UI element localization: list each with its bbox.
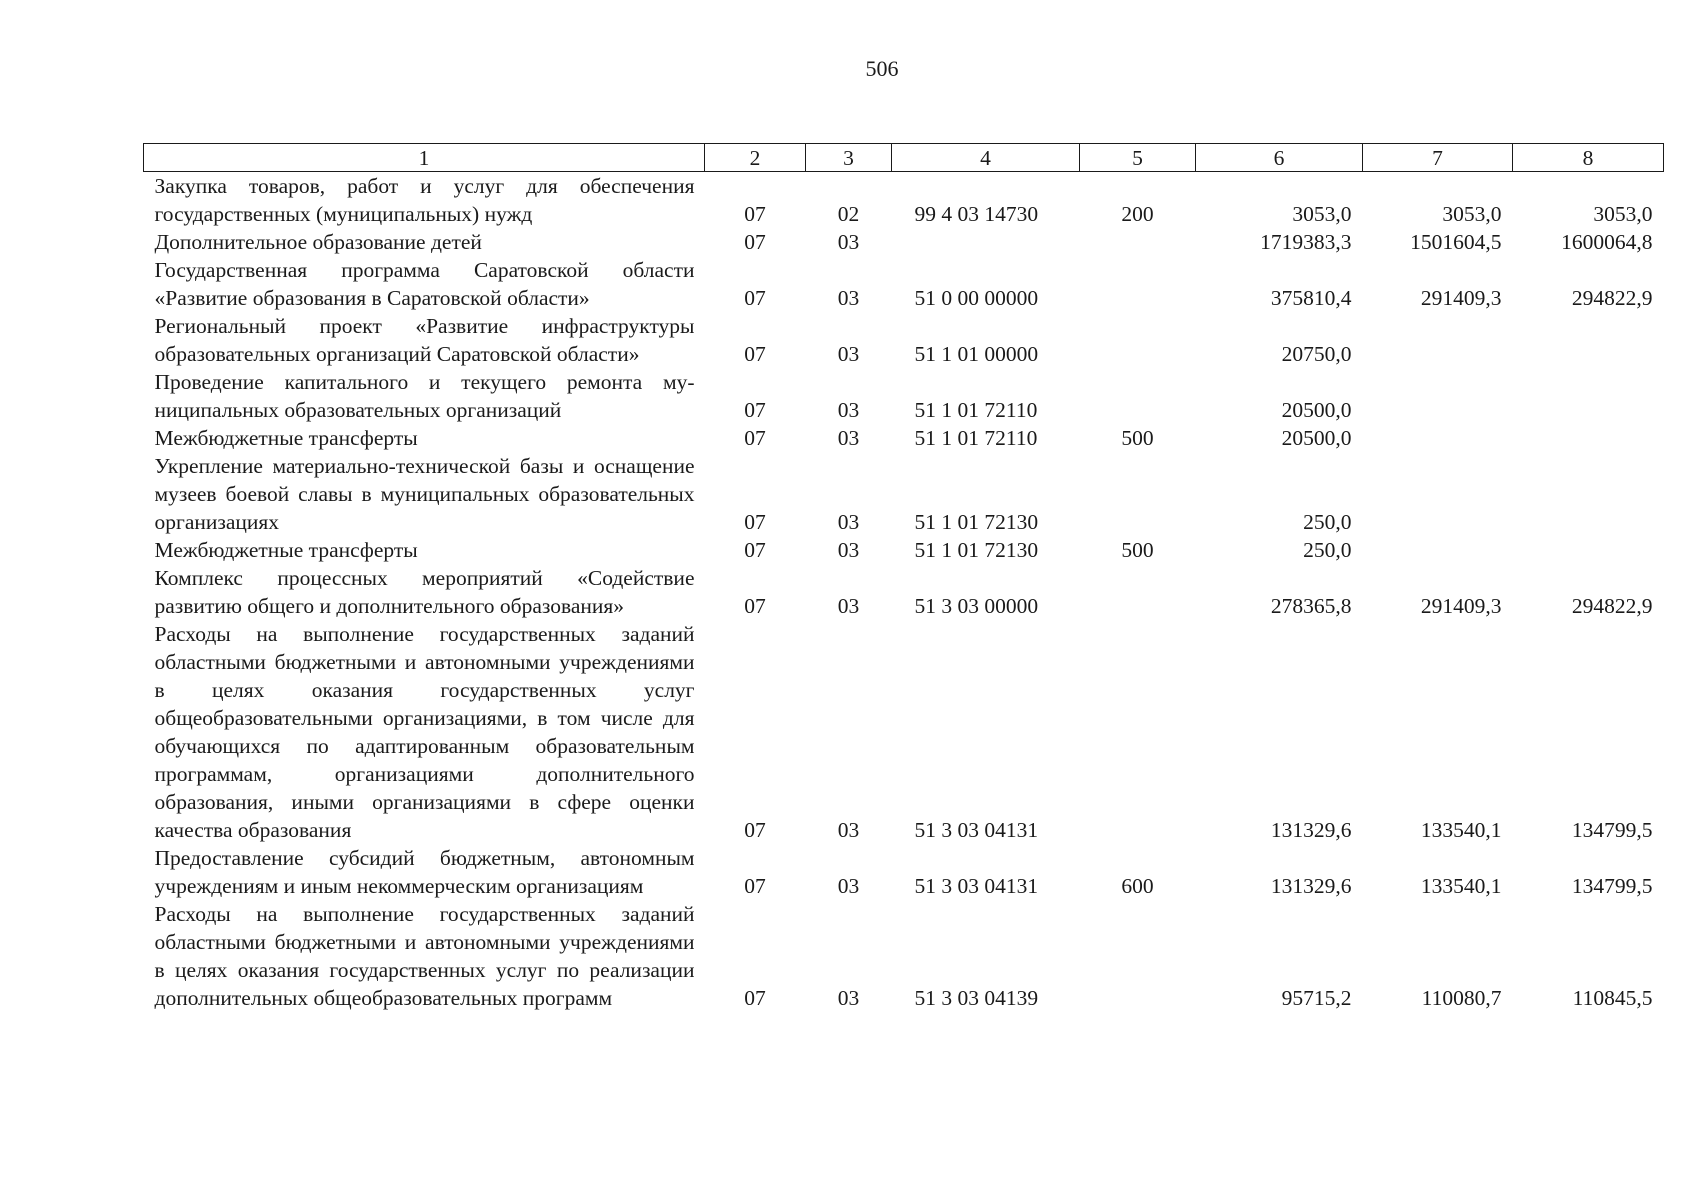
cell-subsection: 03 [837, 426, 860, 450]
cell-amount-1: 20750,0 [1281, 342, 1352, 366]
cell-amount-3: 134799,5 [1571, 818, 1653, 842]
table-row [144, 424, 1664, 452]
cell-section: 07 [744, 538, 766, 562]
cell-target-article: 51 3 03 04131 [914, 874, 1039, 898]
cell-target-article: 51 3 03 04139 [914, 986, 1039, 1010]
cell-amount-3: 134799,5 [1571, 874, 1653, 898]
cell-target-article: 51 3 03 04131 [914, 818, 1039, 842]
cell-name: Комплекс процессных мероприятий «Содействие развитию общего и дополнительного образования» [154, 566, 695, 618]
cell-amount-2: 3053,0 [1442, 202, 1502, 226]
table-row [144, 228, 1664, 256]
header-col-6: 6 [1196, 144, 1363, 172]
cell-target-article: 51 1 01 72110 [914, 398, 1038, 422]
cell-amount-1: 375810,4 [1270, 286, 1352, 310]
table-body [144, 172, 1664, 1013]
cell-name: Закупка товаров, работ и услуг для обеспечения государственных (муниципальных) нужд [154, 174, 695, 226]
table-row [144, 900, 1664, 1012]
cell-expense-type [1080, 368, 1196, 424]
table-row [144, 564, 1664, 620]
cell-subsection: 03 [837, 230, 860, 254]
cell-section: 07 [744, 398, 766, 422]
header-col-8: 8 [1513, 144, 1664, 172]
cell-name: Региональный проект «Развитие инфраструктуры образовательных организаций Саратовской области» [154, 314, 695, 366]
cell-subsection: 02 [837, 202, 860, 226]
cell-amount-1: 1719383,3 [1260, 230, 1352, 254]
table-row [144, 536, 1664, 564]
cell-section: 07 [744, 510, 766, 534]
cell-amount-1: 20500,0 [1281, 426, 1352, 450]
cell-name: Расходы на выполнение государственных заданий областными бюджетными и автономными учреждениями в целях оказания государственных услуг общеобразовательными организациями, в том числе для обучающихся по адаптированным образовательным программам, организациями дополнительного образования, иными организациями в сфере оценки качества образования [154, 622, 695, 842]
cell-amount-1: 250,0 [1303, 538, 1352, 562]
cell-amount-2: 291409,3 [1420, 594, 1502, 618]
cell-amount-1: 278365,8 [1270, 594, 1352, 618]
cell-target-article: 51 1 01 72130 [914, 538, 1039, 562]
cell-subsection: 03 [837, 286, 860, 310]
cell-amount-1: 131329,6 [1270, 874, 1352, 898]
cell-name: Проведение капитального и текущего ремонта муниципальных образовательных организаций [154, 370, 695, 422]
cell-amount-2 [1363, 312, 1513, 368]
budget-table [143, 143, 1664, 1012]
cell-expense-type: 500 [1121, 538, 1154, 562]
cell-subsection: 03 [837, 538, 860, 562]
header-col-4: 4 [892, 144, 1080, 172]
cell-section: 07 [744, 986, 766, 1010]
cell-expense-type [1080, 900, 1196, 1012]
cell-name: Межбюджетные трансферты [154, 538, 418, 562]
table-row [144, 620, 1664, 844]
cell-target-article: 51 3 03 00000 [914, 594, 1039, 618]
cell-amount-1: 250,0 [1303, 510, 1352, 534]
header-col-2: 2 [705, 144, 806, 172]
cell-amount-3: 110845,5 [1572, 986, 1653, 1010]
table-row [144, 844, 1664, 900]
cell-subsection: 03 [837, 818, 860, 842]
cell-target-article: 51 1 01 72110 [914, 426, 1038, 450]
cell-section: 07 [744, 202, 766, 226]
cell-amount-3: 3053,0 [1593, 202, 1653, 226]
cell-subsection: 03 [837, 594, 860, 618]
cell-expense-type [1080, 312, 1196, 368]
table-row [144, 172, 1664, 229]
cell-target-article: 51 0 00 00000 [914, 286, 1039, 310]
header-col-5: 5 [1080, 144, 1196, 172]
cell-name: Государственная программа Саратовской области «Развитие образования в Саратовской области» [154, 258, 695, 310]
cell-section: 07 [744, 818, 766, 842]
cell-subsection: 03 [837, 398, 860, 422]
cell-amount-1: 131329,6 [1270, 818, 1352, 842]
cell-amount-2: 291409,3 [1420, 286, 1502, 310]
cell-target-article: 51 1 01 72130 [914, 510, 1039, 534]
cell-amount-1: 3053,0 [1292, 202, 1352, 226]
page-number: 506 [865, 56, 899, 81]
cell-subsection: 03 [837, 874, 860, 898]
cell-expense-type [1080, 256, 1196, 312]
cell-section: 07 [744, 874, 766, 898]
cell-section: 07 [744, 342, 766, 366]
cell-amount-1: 20500,0 [1281, 398, 1352, 422]
cell-expense-type: 500 [1121, 426, 1154, 450]
cell-name: Дополнительное образование детей [154, 230, 482, 254]
cell-expense-type [1080, 620, 1196, 844]
cell-target-article: 51 1 01 00000 [914, 342, 1039, 366]
cell-section: 07 [744, 426, 766, 450]
cell-subsection: 03 [837, 510, 860, 534]
cell-amount-3: 294822,9 [1571, 594, 1653, 618]
cell-expense-type: 600 [1121, 874, 1154, 898]
cell-amount-3 [1513, 368, 1664, 424]
cell-amount-3 [1513, 312, 1664, 368]
cell-amount-3: 294822,9 [1571, 286, 1653, 310]
cell-amount-1: 95715,2 [1281, 986, 1352, 1010]
table-row [144, 368, 1664, 424]
cell-amount-3: 1600064,8 [1561, 230, 1653, 254]
cell-amount-2: 110080,7 [1421, 986, 1502, 1010]
header-col-7: 7 [1363, 144, 1513, 172]
cell-expense-type [1080, 452, 1196, 536]
cell-expense-type: 200 [1121, 202, 1154, 226]
table-row [144, 256, 1664, 312]
cell-amount-2: 133540,1 [1420, 818, 1502, 842]
cell-expense-type [1080, 228, 1196, 256]
cell-amount-2 [1363, 452, 1513, 536]
cell-amount-3 [1513, 452, 1664, 536]
cell-name: Межбюджетные трансферты [154, 426, 418, 450]
cell-expense-type [1080, 564, 1196, 620]
cell-amount-2 [1363, 536, 1513, 564]
cell-subsection: 03 [837, 986, 860, 1010]
cell-amount-2 [1363, 424, 1513, 452]
cell-name: Укрепление материально-технической базы и оснащение музеев боевой славы в муниципальных образовательных организациях [154, 454, 695, 534]
table-header-row [144, 144, 1664, 172]
cell-amount-2: 133540,1 [1420, 874, 1502, 898]
header-col-1: 1 [144, 144, 705, 172]
cell-section: 07 [744, 594, 766, 618]
table-row [144, 312, 1664, 368]
cell-name: Предоставление субсидий бюджетным, автономным учреждениям и иным некоммерческим организациям [154, 846, 695, 898]
cell-amount-2 [1363, 368, 1513, 424]
cell-target-article [892, 228, 1080, 256]
cell-section: 07 [744, 230, 766, 254]
cell-section: 07 [744, 286, 766, 310]
cell-amount-3 [1513, 536, 1664, 564]
cell-amount-2: 1501604,5 [1410, 230, 1502, 254]
cell-target-article: 99 4 03 14730 [914, 202, 1039, 226]
cell-amount-3 [1513, 424, 1664, 452]
cell-subsection: 03 [837, 342, 860, 366]
header-col-3: 3 [806, 144, 892, 172]
table-row [144, 452, 1664, 536]
cell-name: Расходы на выполнение государственных заданий областными бюджетными и автономными учреждениями в целях оказания государственных услуг по реализации дополнительных общеобразовательных программ [154, 902, 695, 1010]
